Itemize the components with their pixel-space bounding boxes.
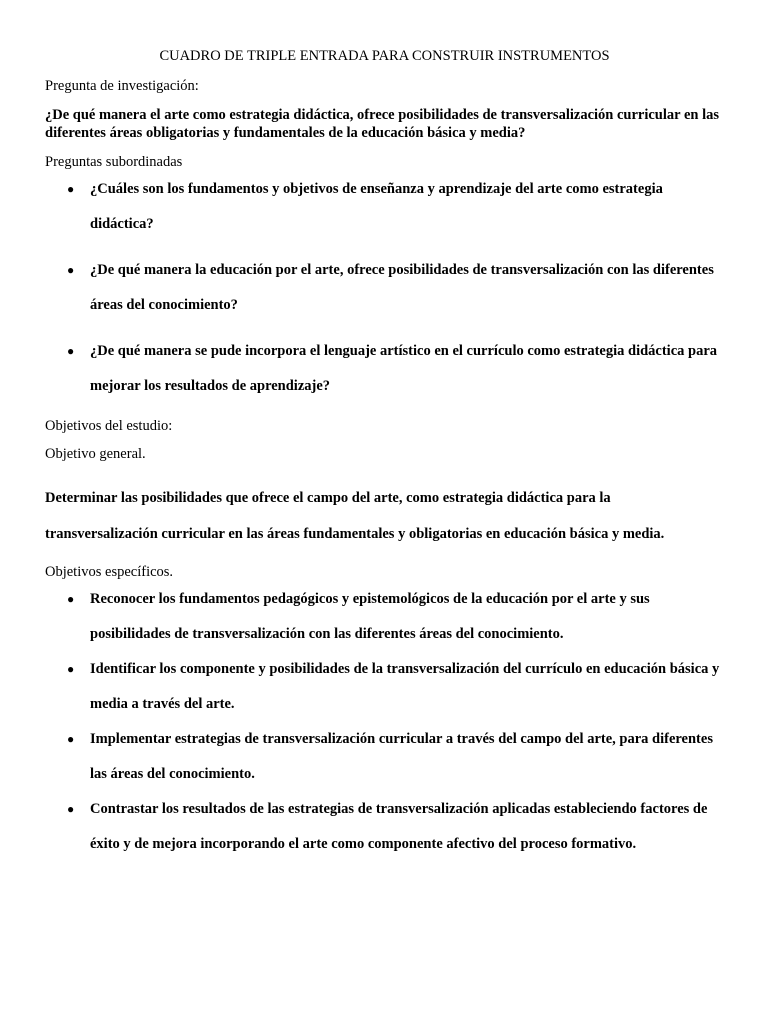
bullet-icon: ● [67,732,75,746]
list-item [45,722,724,792]
specific-objective-text: Reconocer los fundamentos pedagógicos y epistemológicos de la educación por el arte y sus posibilidades de transversalización con las diferentes áreas del conocimiento. [90,591,650,642]
document-title: CUADRO DE TRIPLE ENTRADA PARA CONSTRUIR INSTRUMENTOS [159,48,610,64]
bullet-icon: ● [67,344,75,358]
bullet-icon: ● [67,592,75,606]
subordinate-question-text: ¿De qué manera la educación por el arte, ofrece posibilidades de transversalización con las diferentes áreas del conocimiento? [90,262,714,313]
list-item [45,652,724,722]
bullet-icon: ● [67,263,75,277]
list-item [45,792,724,862]
objectives-label: Objetivos del estudio: [45,418,173,434]
general-objective-text: Determinar las posibilidades que ofrece el campo del arte, como estrategia didáctica para la transversalización curricular en las áreas fundamentales y obligatorias en educación básica y media. [45,490,665,542]
bullet-icon: ● [67,182,75,196]
specific-objectives-label: Objetivos específicos. [45,564,174,580]
list-item [45,582,724,652]
list-item [45,334,724,404]
general-objective-label: Objetivo general. [45,446,146,462]
specific-objective-text: Identificar los componente y posibilidades de la transversalización del currículo en educación básica y media a través del arte. [90,661,720,712]
subordinate-questions-label: Preguntas subordinadas [45,154,183,170]
subordinate-question-text: ¿De qué manera se pude incorpora el lenguaje artístico en el currículo como estrategia didáctica para mejorar los resultados de aprendizaje? [90,343,718,394]
research-question-label: Pregunta de investigación: [45,78,199,94]
list-item [45,172,724,242]
research-question: ¿De qué manera el arte como estrategia didáctica, ofrece posibilidades de transversalización curricular en las diferentes áreas obligatorias y fundamentales de la educación básica y media? [45,107,719,141]
specific-objective-text: Implementar estrategias de transversalización curricular a través del campo del arte, para diferentes las áreas del conocimiento. [90,731,713,782]
bullet-icon: ● [67,802,75,816]
subordinate-question-text: ¿Cuáles son los fundamentos y objetivos de enseñanza y aprendizaje del arte como estrategia didáctica? [90,181,663,232]
list-item [45,253,724,323]
bullet-icon: ● [67,662,75,676]
specific-objective-text: Contrastar los resultados de las estrategias de transversalización aplicadas estableciendo factores de éxito y de mejora incorporando el arte como componente afectivo del proceso formativo. [90,801,708,852]
specific-objectives-list [45,582,724,862]
subordinate-questions-list [45,172,724,404]
